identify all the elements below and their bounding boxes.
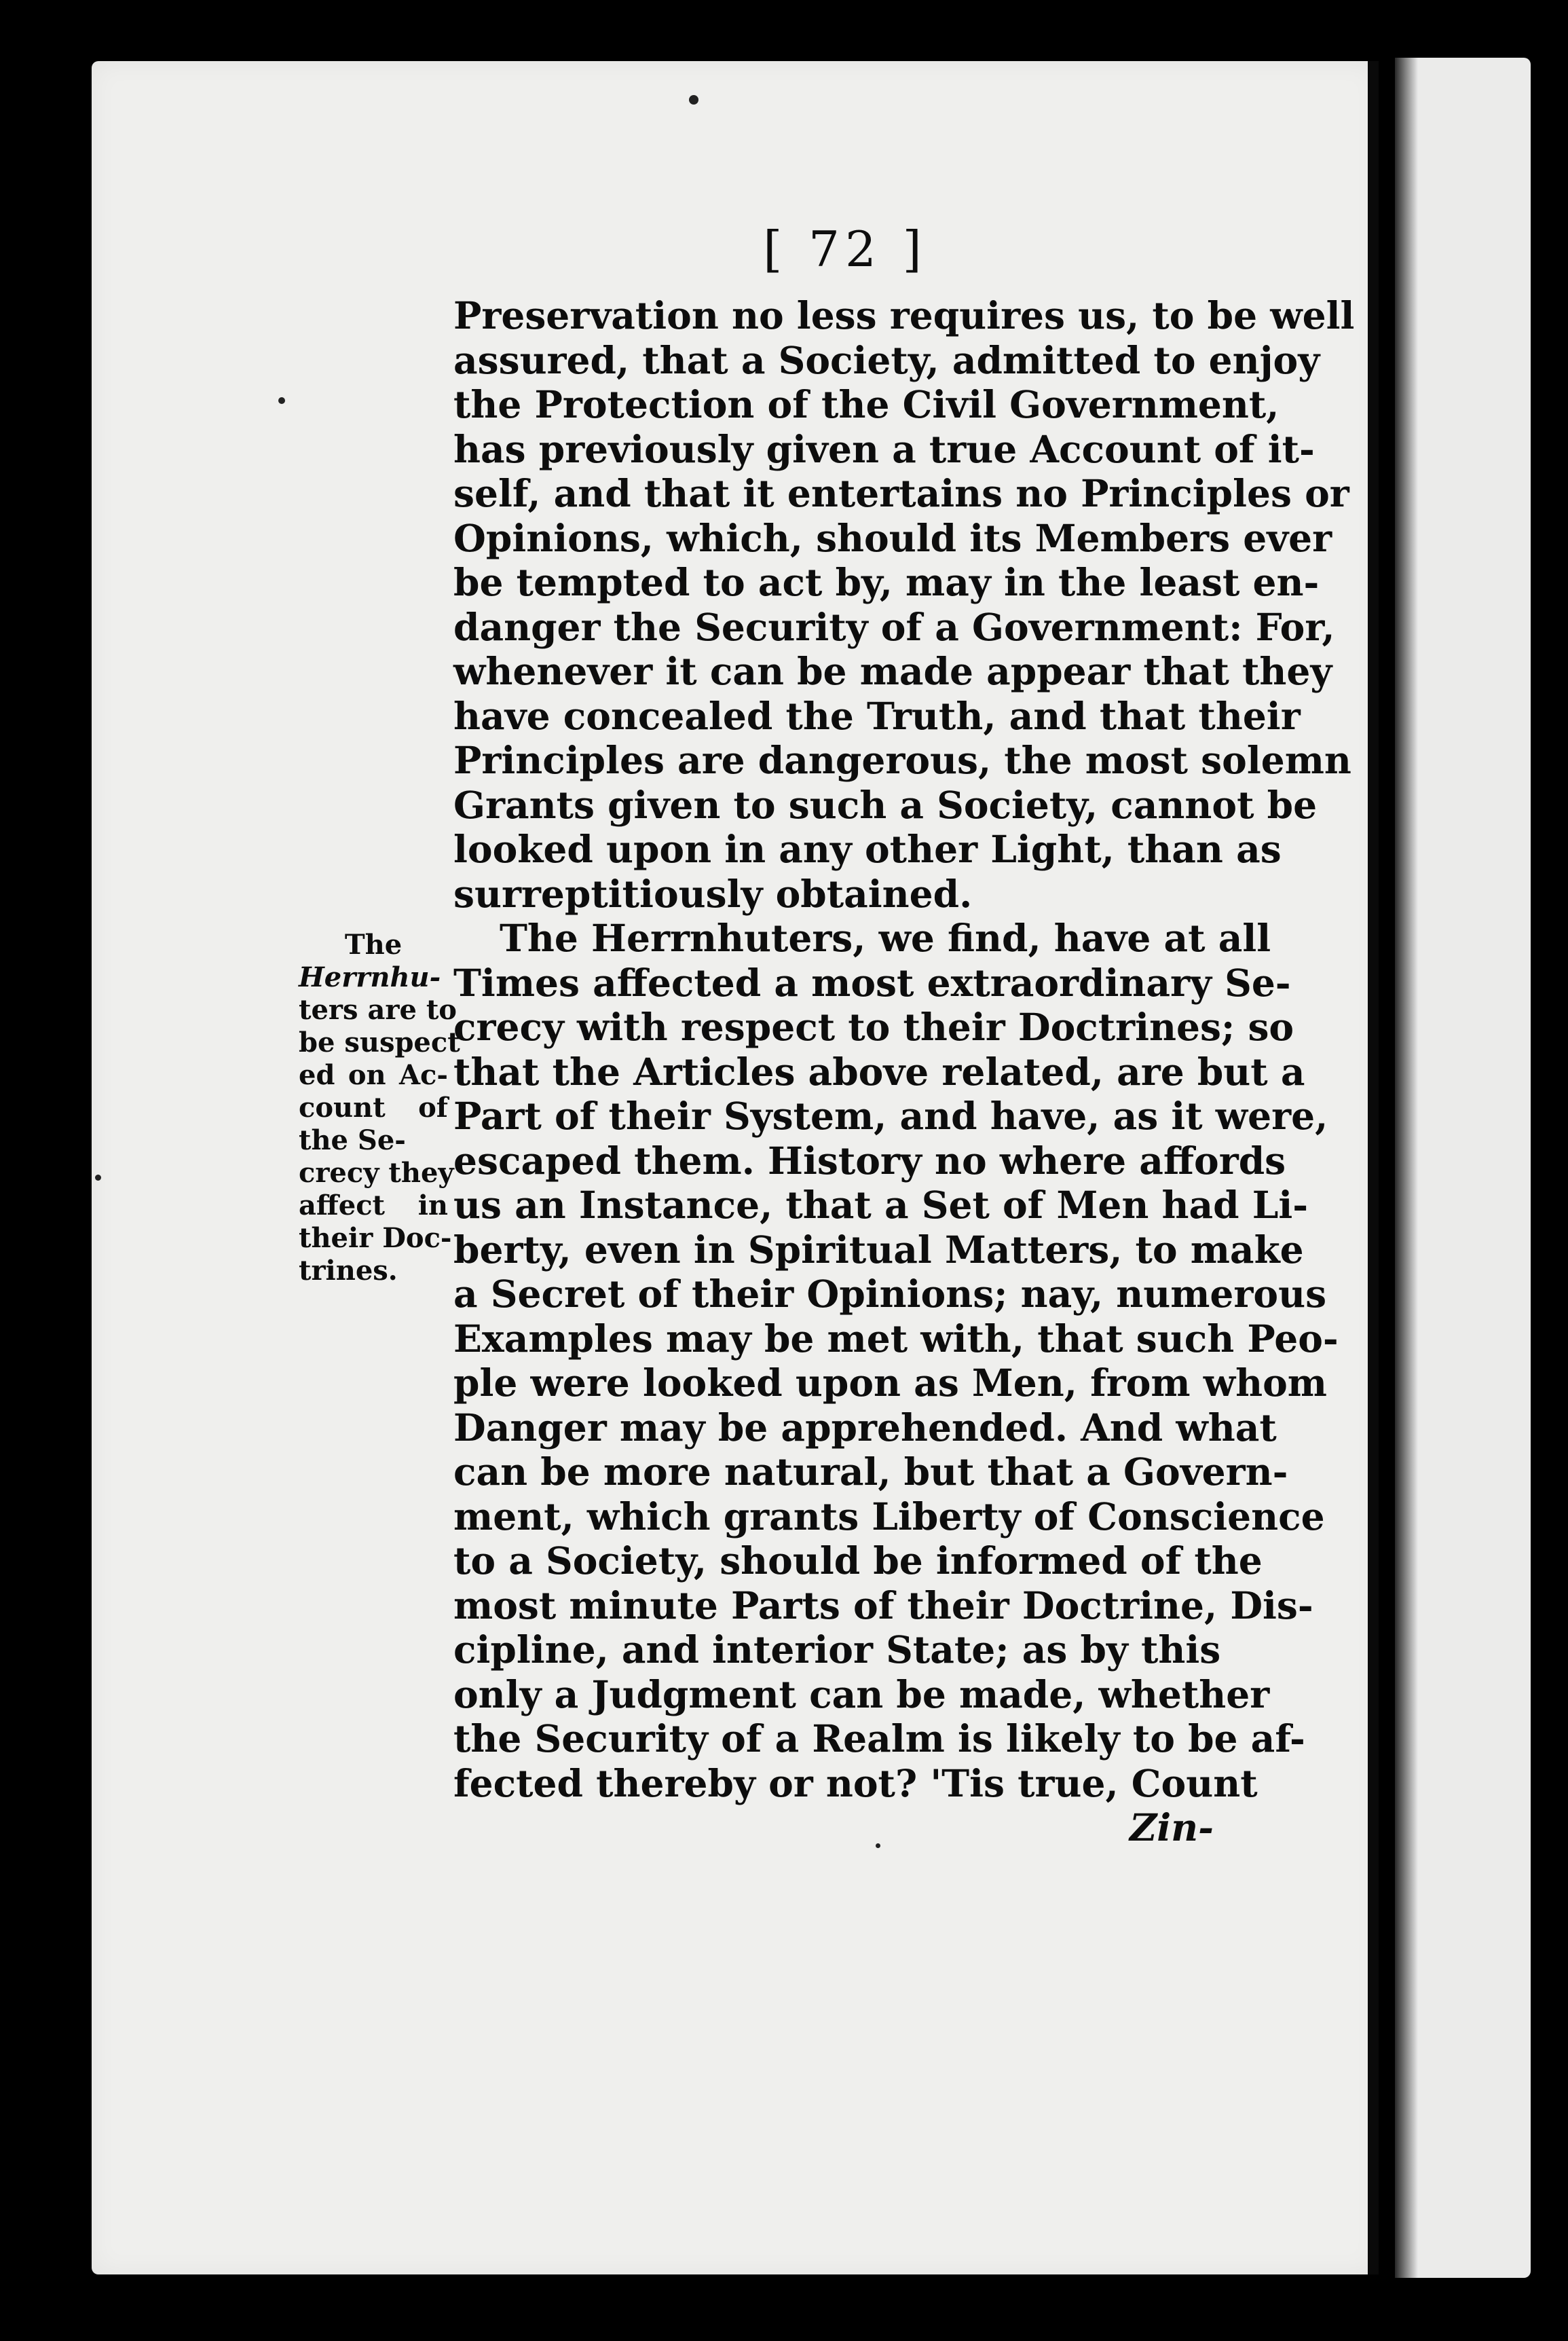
text-line: to a Society, should be informed of the xyxy=(453,1538,1263,1583)
text-line: assured, that a Society, admitted to enjoy xyxy=(453,337,1320,382)
page-gutter xyxy=(1368,61,1379,2274)
text-line: Opinions, which, should its Members ever xyxy=(453,515,1332,560)
margin-note-line: trines. xyxy=(299,1255,398,1287)
text-line: ment, which grants Liberty of Conscience xyxy=(453,1494,1325,1538)
text-line: crecy with respect to their Doctrines; so xyxy=(453,1005,1294,1049)
scan-speck xyxy=(689,95,698,105)
text-line: cipline, and interior State; as by this xyxy=(453,1627,1221,1672)
margin-note xyxy=(299,929,460,1287)
text-line: a Secret of their Opinions; nay, numerous xyxy=(453,1272,1327,1316)
facing-page-shadow xyxy=(1395,58,1418,2278)
margin-note-line: ed on Ac- xyxy=(299,1059,448,1091)
body-text xyxy=(453,293,1355,1850)
text-line: Examples may be met with, that such Peo- xyxy=(453,1316,1339,1361)
text-line: can be more natural, but that a Govern- xyxy=(453,1450,1288,1494)
text-line: looked upon in any other Light, than as xyxy=(453,827,1282,871)
text-line: most minute Parts of their Doctrine, Dis- xyxy=(453,1583,1313,1627)
text-line: Grants given to such a Society, cannot be xyxy=(453,782,1318,827)
text-line: only a Judgment can be made, whether xyxy=(453,1672,1270,1716)
text-line: Principles are dangerous, the most solemn xyxy=(453,738,1351,782)
text-line: whenever it can be made appear that they xyxy=(453,649,1332,693)
margin-note-line: affect in xyxy=(299,1190,448,1221)
text-line: have concealed the Truth, and that their xyxy=(453,693,1301,738)
text-line: that the Articles above related, are but a xyxy=(453,1049,1305,1094)
text-line: self, and that it entertains no Principles or xyxy=(453,471,1349,515)
scan-speck xyxy=(278,397,285,404)
margin-note-line: ters are to xyxy=(299,994,457,1026)
text-line: berty, even in Spiritual Matters, to make xyxy=(453,1227,1304,1272)
text-line: fected thereby or not? 'Tis true, Count xyxy=(453,1761,1258,1805)
text-line: us an Instance, that a Set of Men had Li- xyxy=(453,1183,1309,1227)
margin-note-line: their Doc- xyxy=(299,1222,452,1254)
scan-speck xyxy=(95,1175,101,1181)
text-line: The Herrnhuters, we find, have at all xyxy=(500,916,1271,960)
text-line: danger the Security of a Government: For, xyxy=(453,604,1335,649)
page-number xyxy=(0,221,1568,278)
margin-note-line: be suspect xyxy=(299,1027,460,1058)
text-line: the Security of a Realm is likely to be af- xyxy=(453,1716,1305,1761)
text-line: ple were looked upon as Men, from whom xyxy=(453,1361,1327,1405)
page-number-text: [ 72 ] xyxy=(763,221,927,278)
margin-note-line: crecy they xyxy=(299,1157,454,1189)
text-line: Preservation no less requires us, to be well xyxy=(453,293,1355,337)
margin-note-line: count of xyxy=(299,1092,448,1124)
text-line: be tempted to act by, may in the least en- xyxy=(453,560,1320,604)
margin-note-line: the Se- xyxy=(299,1124,406,1156)
text-line: Part of their System, and have, as it were, xyxy=(453,1094,1328,1138)
text-line: Danger may be apprehended. And what xyxy=(453,1405,1277,1450)
catchword: Zin- xyxy=(1130,1805,1214,1849)
text-line: has previously given a true Account of it- xyxy=(453,426,1315,471)
text-line: Times affected a most extraordinary Se- xyxy=(453,960,1291,1005)
text-line: surreptitiously obtained. xyxy=(453,871,973,916)
text-line: the Protection of the Civil Government, xyxy=(453,382,1280,426)
margin-note-line: Herrnhu- xyxy=(299,961,441,993)
text-line: escaped them. History no where affords xyxy=(453,1138,1286,1183)
margin-note-line: The xyxy=(344,929,403,961)
